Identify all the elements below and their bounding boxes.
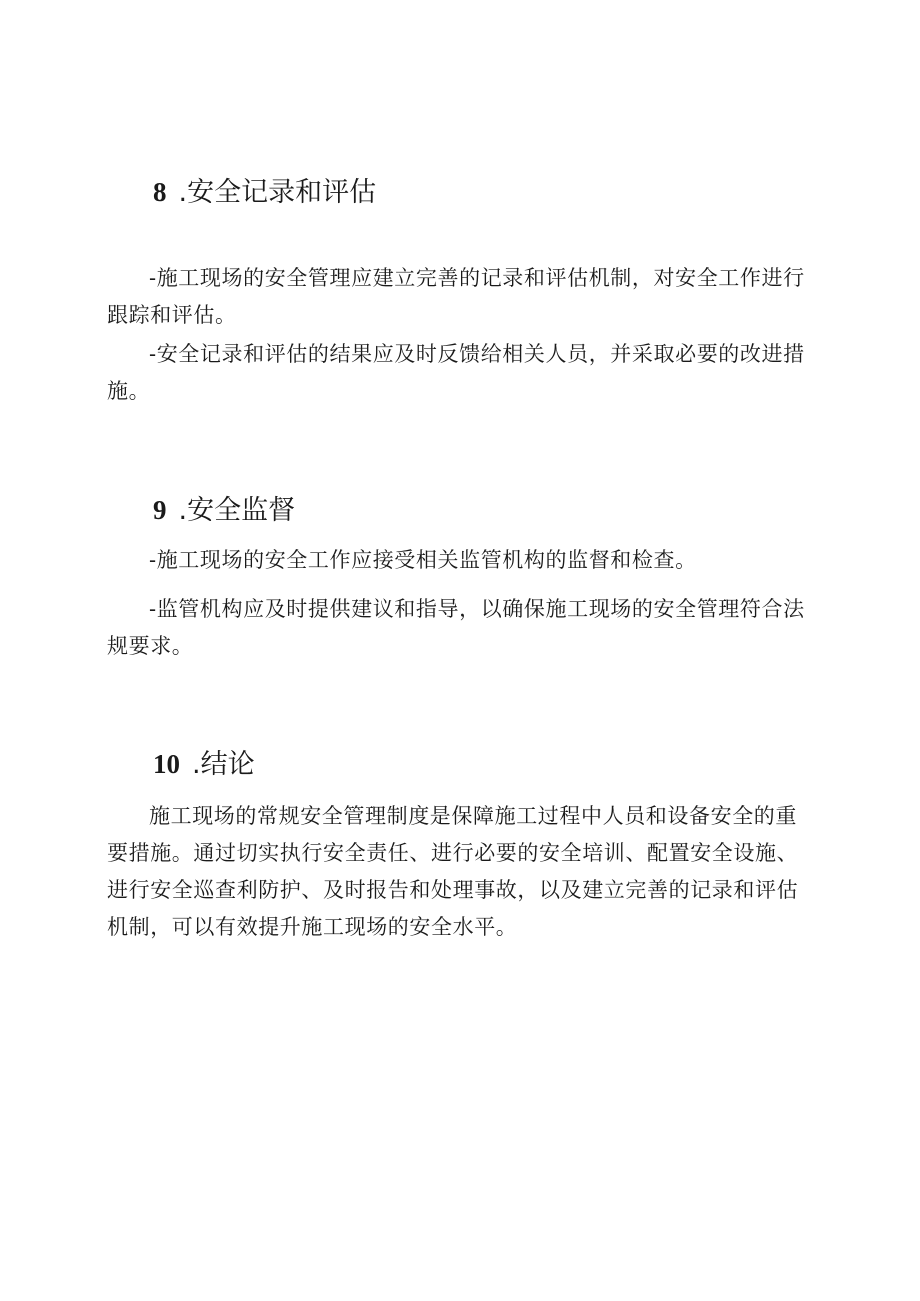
section-8-paragraph-1: -施工现场的安全管理应建立完善的记录和评估机制，对安全工作进行跟踪和评估。 — [107, 266, 805, 327]
section-9-paragraph-1: -施工现场的安全工作应接受相关监管机构的监督和检查。 — [149, 548, 697, 572]
section-9-heading — [153, 492, 295, 529]
section-8-title: .安全记录和评估 — [178, 177, 377, 208]
section-8-paragraph-2: -安全记录和评估的结果应及时反馈给相关人员，并采取必要的改进措施。 — [107, 342, 805, 403]
section-8-heading — [153, 174, 376, 211]
section-9-number: 9 — [153, 495, 167, 525]
section-10-number: 10 — [153, 749, 180, 779]
section-10-title: .结论 — [192, 749, 255, 780]
section-9-paragraph-2: -监管机构应及时提供建议和指导，以确保施工现场的安全管理符合法规要求。 — [107, 597, 805, 658]
section-8-number: 8 — [153, 177, 167, 207]
section-9-title: .安全监督 — [178, 495, 296, 526]
section-10-paragraph-1: 施工现场的常规安全管理制度是保障施工过程中人员和设备安全的重要措施。通过切实执行安全责任、进行必要的安全培训、配置安全设施、进行安全巡查利防护、及时报告和处理事故，以及建立完善的记录和评估机制，可以有效提升施工现场的安全水平。 — [107, 804, 799, 939]
section-10-heading — [153, 746, 255, 783]
